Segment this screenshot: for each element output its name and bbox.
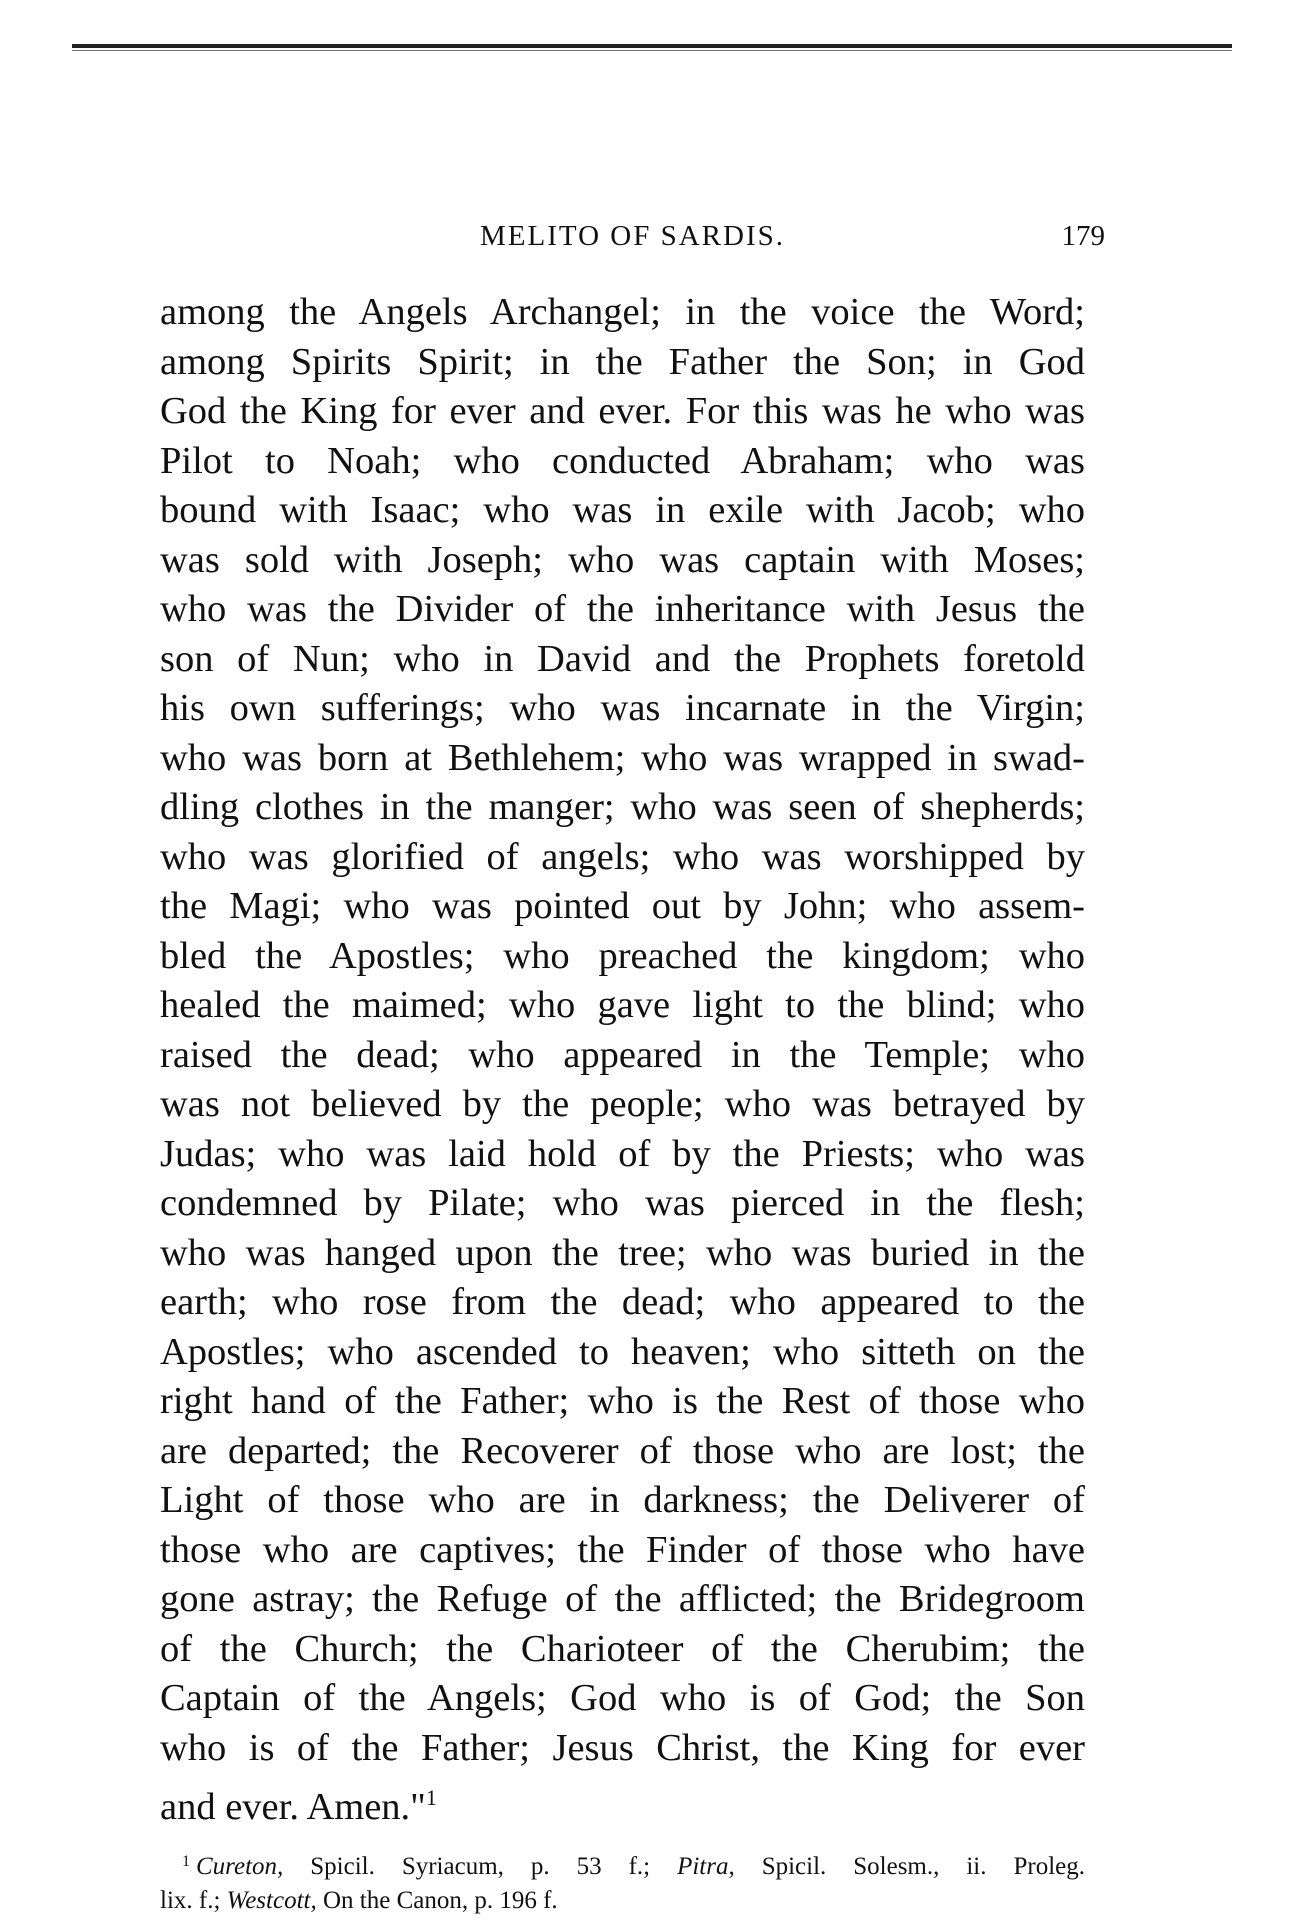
footnote <box>160 1845 1085 1918</box>
text-line: Captain of the Angels; God who is of God; the Son <box>160 1677 1085 1719</box>
text-line: the Magi; who was pointed out by John; who assem- <box>160 885 1085 927</box>
text-line: bled the Apostles; who preached the kingdom; who <box>160 934 1085 977</box>
text-line: who is of the Father; Jesus Christ, the King for ever <box>160 1726 1085 1769</box>
top-rule <box>72 44 1232 48</box>
text-line: among the Angels Archangel; in the voice the Word; <box>160 291 1085 333</box>
text-line: who was born at Bethlehem; who was wrapped in swad- <box>160 736 1085 779</box>
text-line: was not believed by the people; who was betrayed by <box>160 1083 1085 1125</box>
text-line: Judas; who was laid hold of by the Priests; who was <box>160 1132 1085 1175</box>
body-paragraph <box>160 288 1085 1828</box>
page-number: 179 <box>1061 220 1105 252</box>
text-line: dling clothes in the manger; who was seen of shepherds; <box>160 786 1085 828</box>
footnote-author: Pitra, <box>677 1853 735 1880</box>
text-line: bound with Isaac; who was in exile with Jacob; who <box>160 489 1085 531</box>
text-line: his own sufferings; who was incarnate in the Virgin; <box>160 687 1085 729</box>
running-header <box>160 220 1105 260</box>
text-line: Pilot to Noah; who conducted Abraham; who was <box>160 439 1085 482</box>
text-line: raised the dead; who appeared in the Temple; who <box>160 1033 1085 1076</box>
text-line: of the Church; the Charioteer of the Cherubim; the <box>160 1627 1085 1670</box>
footnote-line <box>160 1884 1085 1918</box>
text-line: right hand of the Father; who is the Rest of those who <box>160 1380 1085 1422</box>
text-line: condemned by Pilate; who was pierced in the flesh; <box>160 1182 1085 1224</box>
text-line: Light of those who are in darkness; the Deliverer of <box>160 1479 1085 1521</box>
text-line-last <box>160 1773 1085 1828</box>
footnote-line <box>160 1845 1085 1884</box>
footnote-text: lix. f.; <box>160 1887 227 1914</box>
footnote-text: Spicil. Syriacum, p. 53 f.; <box>283 1853 678 1880</box>
footnote-reference: 1 <box>425 1785 437 1810</box>
footnote-text: On the Canon, p. 196 f. <box>316 1887 558 1914</box>
footnote-author: Cureton, <box>196 1853 284 1880</box>
text-line: healed the maimed; who gave light to the blind; who <box>160 984 1085 1026</box>
text-line: was sold with Joseph; who was captain with Moses; <box>160 538 1085 581</box>
text-line: who was hanged upon the tree; who was buried in the <box>160 1231 1085 1274</box>
page-title: MELITO OF SARDIS. <box>480 220 785 252</box>
text-line: who was the Divider of the inheritance with Jesus the <box>160 588 1085 630</box>
footnote-text: Spicil. Solesm., ii. Proleg. <box>734 1853 1085 1880</box>
text-line: God the King for ever and ever. For this was he who was <box>160 390 1085 432</box>
text-line: son of Nun; who in David and the Prophets foretold <box>160 637 1085 680</box>
text-line: Apostles; who ascended to heaven; who sitteth on the <box>160 1330 1085 1373</box>
text-line: who was glorified of angels; who was worshipped by <box>160 835 1085 878</box>
text-line: among Spirits Spirit; in the Father the Son; in God <box>160 340 1085 383</box>
footnote-marker: 1 <box>182 1853 190 1870</box>
text-line-content: and ever. Amen." <box>160 1786 426 1828</box>
text-line: are departed; the Recoverer of those who are lost; the <box>160 1429 1085 1472</box>
text-line: those who are captives; the Finder of those who have <box>160 1528 1085 1571</box>
footnote-author: Westcott, <box>226 1887 317 1914</box>
text-line: earth; who rose from the dead; who appeared to the <box>160 1281 1085 1323</box>
text-line: gone astray; the Refuge of the afflicted; the Bridegroom <box>160 1578 1085 1620</box>
